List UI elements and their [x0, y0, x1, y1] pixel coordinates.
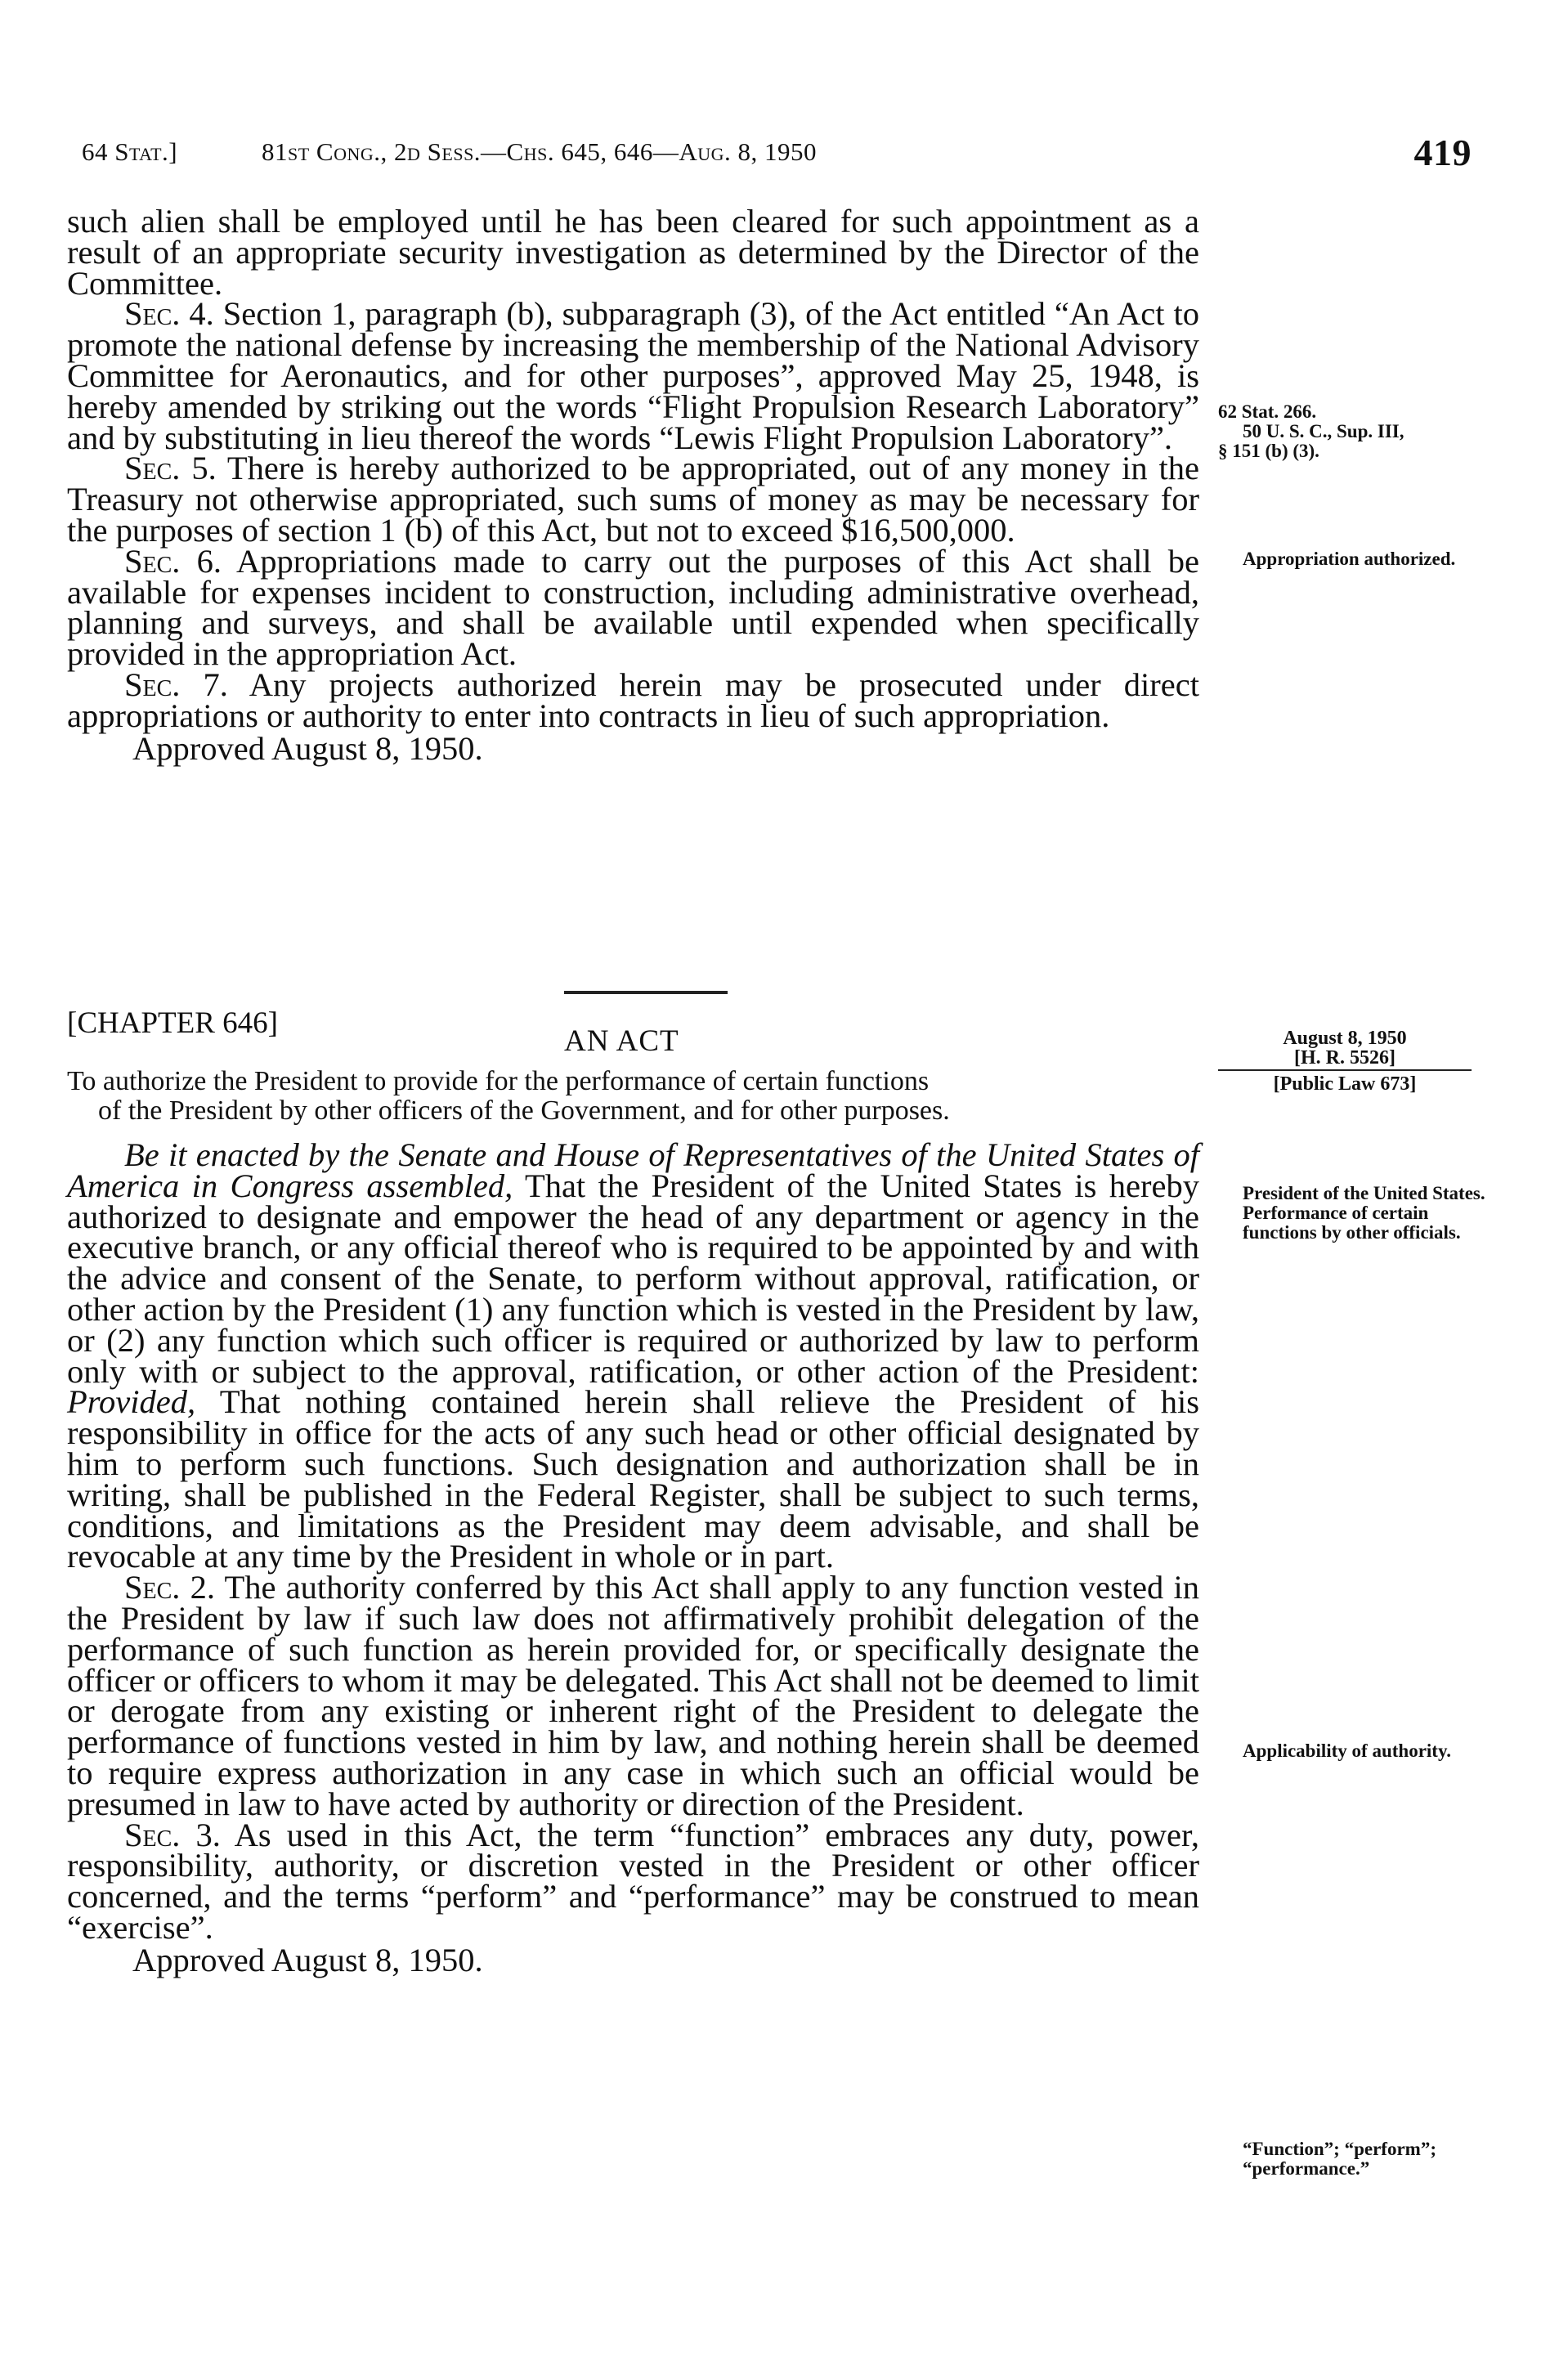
margin-text: Applicability of authority. [1243, 1741, 1451, 1761]
section-text: There is hereby authorized to be appropriated, out of any money in the Treasury not otherwise appropriated, such sums of money as may be necessary for the purposes of section 1 (b) of this Act, but not to exceed $16,500,000. [67, 450, 1199, 549]
section-label: Sec. 3. [124, 1816, 221, 1853]
approved-line: Approved August 8, 1950. [132, 729, 483, 767]
citation-line: § 151 (b) (3). [1218, 441, 1319, 461]
margin-text: “Function”; “perform”; “performance.” [1243, 2139, 1436, 2179]
section-label: Sec. 4. [124, 295, 214, 333]
section-text: The authority conferred by this Act shall apply to any function vested in the President by law if such law does not affirmatively prohibit delegation of the performance of such function as herein provided for, or specifically designate the officer or officers to whom it may be delegated. This Act shall not be deemed to limit or derogate from any existing or inherent right of the President to delegate the performance of functions vested in him by law, and nothing herein shall be deemed to require express authorization in any case in which such an official would be presumed in law to have acted by authority or direction of the President. [67, 1569, 1199, 1822]
chapter-label: [CHAPTER 646] [67, 1006, 278, 1040]
public-law-number: [Public Law 673] [1273, 1073, 1417, 1095]
section-label: Sec. 7. [124, 665, 228, 703]
section-label: Sec. 2. [124, 1569, 216, 1606]
section-text: Section 1, paragraph (b), subparagraph (3), of the Act entitled “An Act to promote the national defense by increasing the membership of the National Advisory Committee for Aeronautics, and for other purposes”, approved May 25, 1948, is hereby amended by striking out the words “Flight Propulsion Research Laboratory” and by substituting in lieu thereof the words “Lewis Flight Propulsion Laboratory”. [67, 295, 1200, 456]
citation-line: 62 Stat. 266. [1218, 401, 1317, 422]
approved-line: Approved August 8, 1950. [132, 1941, 483, 1978]
session-ref: 81st Cong., 2d Sess.—Chs. 645, 646—Aug. 8, 1950 [262, 137, 818, 166]
section-text: Any projects authorized herein may be prosecuted under direct appropriations or authority to enter into contracts in lieu of such appropriation. [67, 665, 1200, 734]
chapter-645-text [67, 203, 1200, 767]
chapter-646-text [67, 1136, 1199, 1978]
section-text: As used in this Act, the term “function” embraces any duty, power, responsibility, authority, or discretion vested in the President or other officer concerned, and the terms “perform” and “performance” may be construed to mean “exercise”. [67, 1816, 1199, 1946]
section-3 [67, 1816, 1199, 1946]
volume-ref: 64 Stat.] [82, 137, 178, 166]
margin-text: President of the United States. [1243, 1183, 1485, 1203]
enacting-clause: Be it enacted by the Senate and House of Representatives of the United States of America in Congress assembled, [67, 1136, 1199, 1204]
section-text: Appropriations made to carry out the purposes of this Act shall be available for expenses incident to construction, including administrative overhead, planning and surveys, and shall be available until expended when specifically provided in the appropriation Act. [67, 542, 1199, 673]
chapter-divider [564, 991, 728, 994]
citation-line: 50 U. S. C., Sup. III, [1243, 421, 1404, 441]
section-label: Sec. 5. [124, 450, 217, 487]
margin-text: Performance of certain functions by other officials. [1243, 1203, 1461, 1243]
purpose-line: To authorize the President to provide for the performance of certain functions [67, 1066, 930, 1096]
proviso-word: Provided, [67, 1383, 196, 1421]
section-7 [67, 665, 1200, 734]
margin-note-citation [1218, 402, 1488, 461]
margin-note-applicability [1218, 1741, 1488, 1761]
section-2 [67, 1569, 1199, 1822]
bill-reference [1218, 1028, 1472, 1094]
margin-text: Appropriation authorized. [1243, 549, 1456, 569]
bill-number: [H. R. 5526] [1218, 1048, 1472, 1071]
section-label: Sec. 6. [124, 542, 222, 580]
margin-note-president [1218, 1184, 1488, 1243]
running-header [82, 131, 1472, 180]
section-6 [67, 542, 1199, 673]
page-number: 419 [1413, 132, 1472, 173]
margin-note-definitions [1218, 2139, 1488, 2179]
act-purpose [67, 1067, 1199, 1126]
section-text: That nothing contained herein shall relieve the President of his responsibility in office for the acts of any such head or other official designated by him to perform such functions. Such designation and authorization shall be in writing, shall be published in the Federal Register, shall be subject to such terms, conditions, and limitations as the President may deem advisable, and shall be revocable at any time by the President in whole or in part. [67, 1383, 1199, 1575]
bill-date: August 8, 1950 [1283, 1028, 1407, 1049]
paragraph-intro: such alien shall be employed until he has been cleared for such appointment as a result of an appropriate security investigation as determined by the Director of the Committee. [67, 203, 1199, 302]
purpose-line: of the President by other officers of the Government, and for other purposes. [98, 1095, 950, 1126]
section-5 [67, 450, 1199, 549]
margin-note-appropriation [1218, 549, 1488, 569]
act-title: AN ACT [564, 1024, 679, 1058]
section-4 [67, 295, 1200, 456]
section-text: That the President of the United States is hereby authorized to designate and empower the head of any department or agency in the executive branch, or any official thereof who is required to be appointed by and with the advice and consent of the Senate, to perform without approval, ratification, or other action by the President (1) any function which is vested in the President by law, or (2) any function which such officer is required or authorized by law to perform only with or subject to the approval, ratification, or other action of the President: [67, 1167, 1199, 1390]
section-1 [67, 1136, 1199, 1575]
